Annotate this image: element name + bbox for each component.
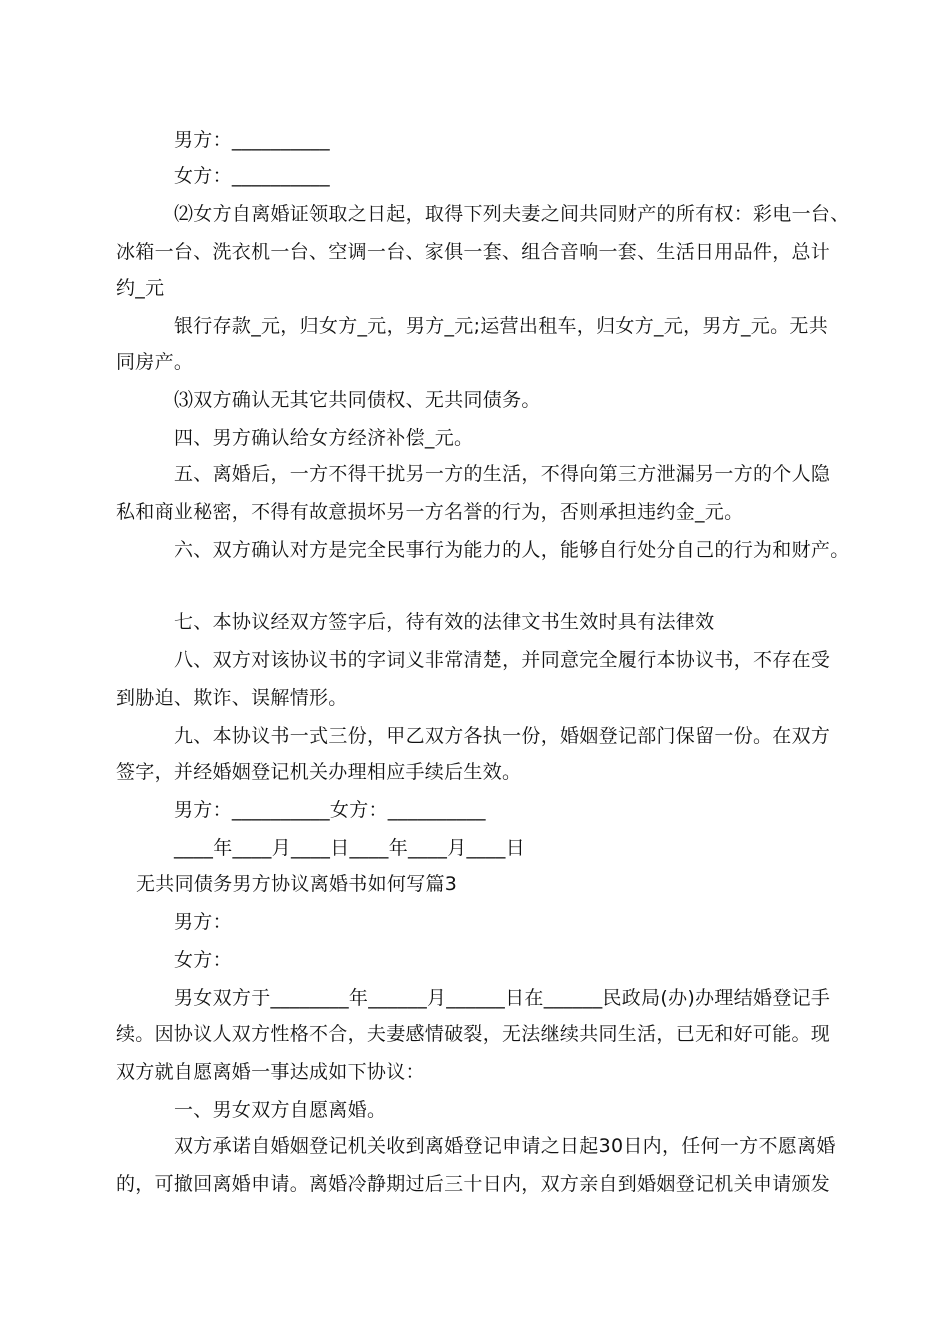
paragraph-line: 双方就自愿离婚一事达成如下协议： — [116, 1061, 425, 1083]
paragraph-line: 签字，并经婚姻登记机关办理相应手续后生效。 — [116, 761, 522, 783]
paragraph-line: 九、本协议书一式三份，甲乙双方各执一份，婚姻登记部门保留一份。在双方 — [174, 725, 831, 747]
paragraph-line: 续。因协议人双方性格不合，夫妻感情破裂，无法继续共同生活，已无和好可能。现 — [116, 1023, 831, 1045]
paragraph-line: 六、双方确认对方是完全民事行为能力的人，能够自行处分自己的行为和财产。 — [174, 539, 850, 561]
paragraph-line: 银行存款_元，归女方_元，男方_元;运营出租车，归女方_元，男方_元。无共 — [174, 315, 829, 337]
paragraph-line: 同房产。 — [116, 351, 194, 373]
female-party-line: 女方： — [174, 949, 232, 971]
paragraph-line: ⑶双方确认无其它共同债权、无共同债务。 — [174, 389, 541, 411]
male-party-line: 男方： — [174, 911, 232, 933]
paragraph-line: 八、双方对该协议书的字词义非常清楚，并同意完全履行本协议书，不存在受 — [174, 649, 831, 671]
paragraph-line: 私和商业秘密，不得有故意损坏另一方名誉的行为，否则承担违约金_元。 — [116, 501, 744, 523]
paragraph-line: 约_元 — [116, 277, 165, 299]
female-party-line: 女方：__________ — [174, 165, 330, 187]
paragraph-line: 一、男女双方自愿离婚。 — [174, 1099, 387, 1121]
paragraph-line: ⑵女方自离婚证领取之日起，取得下列夫妻之间共同财产的所有权：彩电一台、 — [174, 203, 850, 225]
paragraph-line: 的，可撤回离婚申请。离婚冷静期过后三十日内，双方亲自到婚姻登记机关申请颁发 — [116, 1173, 831, 1195]
section-heading: 无共同债务男方协议离婚书如何写篇3 — [136, 873, 458, 895]
paragraph-line: 七、本协议经双方签字后，待有效的法律文书生效时具有法律效 — [174, 611, 715, 633]
paragraph-line: 到胁迫、欺诈、误解情形。 — [116, 687, 348, 709]
paragraph-line: 男女双方于________年______月______日在______民政局(办)办理结婚登记手 — [174, 987, 831, 1009]
paragraph-line: 五、离婚后，一方不得干扰另一方的生活，不得向第三方泄漏另一方的个人隐 — [174, 463, 831, 485]
paragraph-line: 四、男方确认给女方经济补偿_元。 — [174, 427, 474, 449]
paragraph-line: 双方承诺自婚姻登记机关收到离婚登记申请之日起30日内，任何一方不愿离婚 — [174, 1135, 836, 1157]
male-party-line: 男方：__________ — [174, 129, 330, 151]
paragraph-line: 冰箱一台、洗衣机一台、空调一台、家俱一套、组合音响一套、生活日用品件，总计 — [116, 241, 831, 263]
date-line: ____年____月____日____年____月____日 — [174, 837, 525, 859]
signature-line: 男方：__________女方：__________ — [174, 799, 486, 821]
